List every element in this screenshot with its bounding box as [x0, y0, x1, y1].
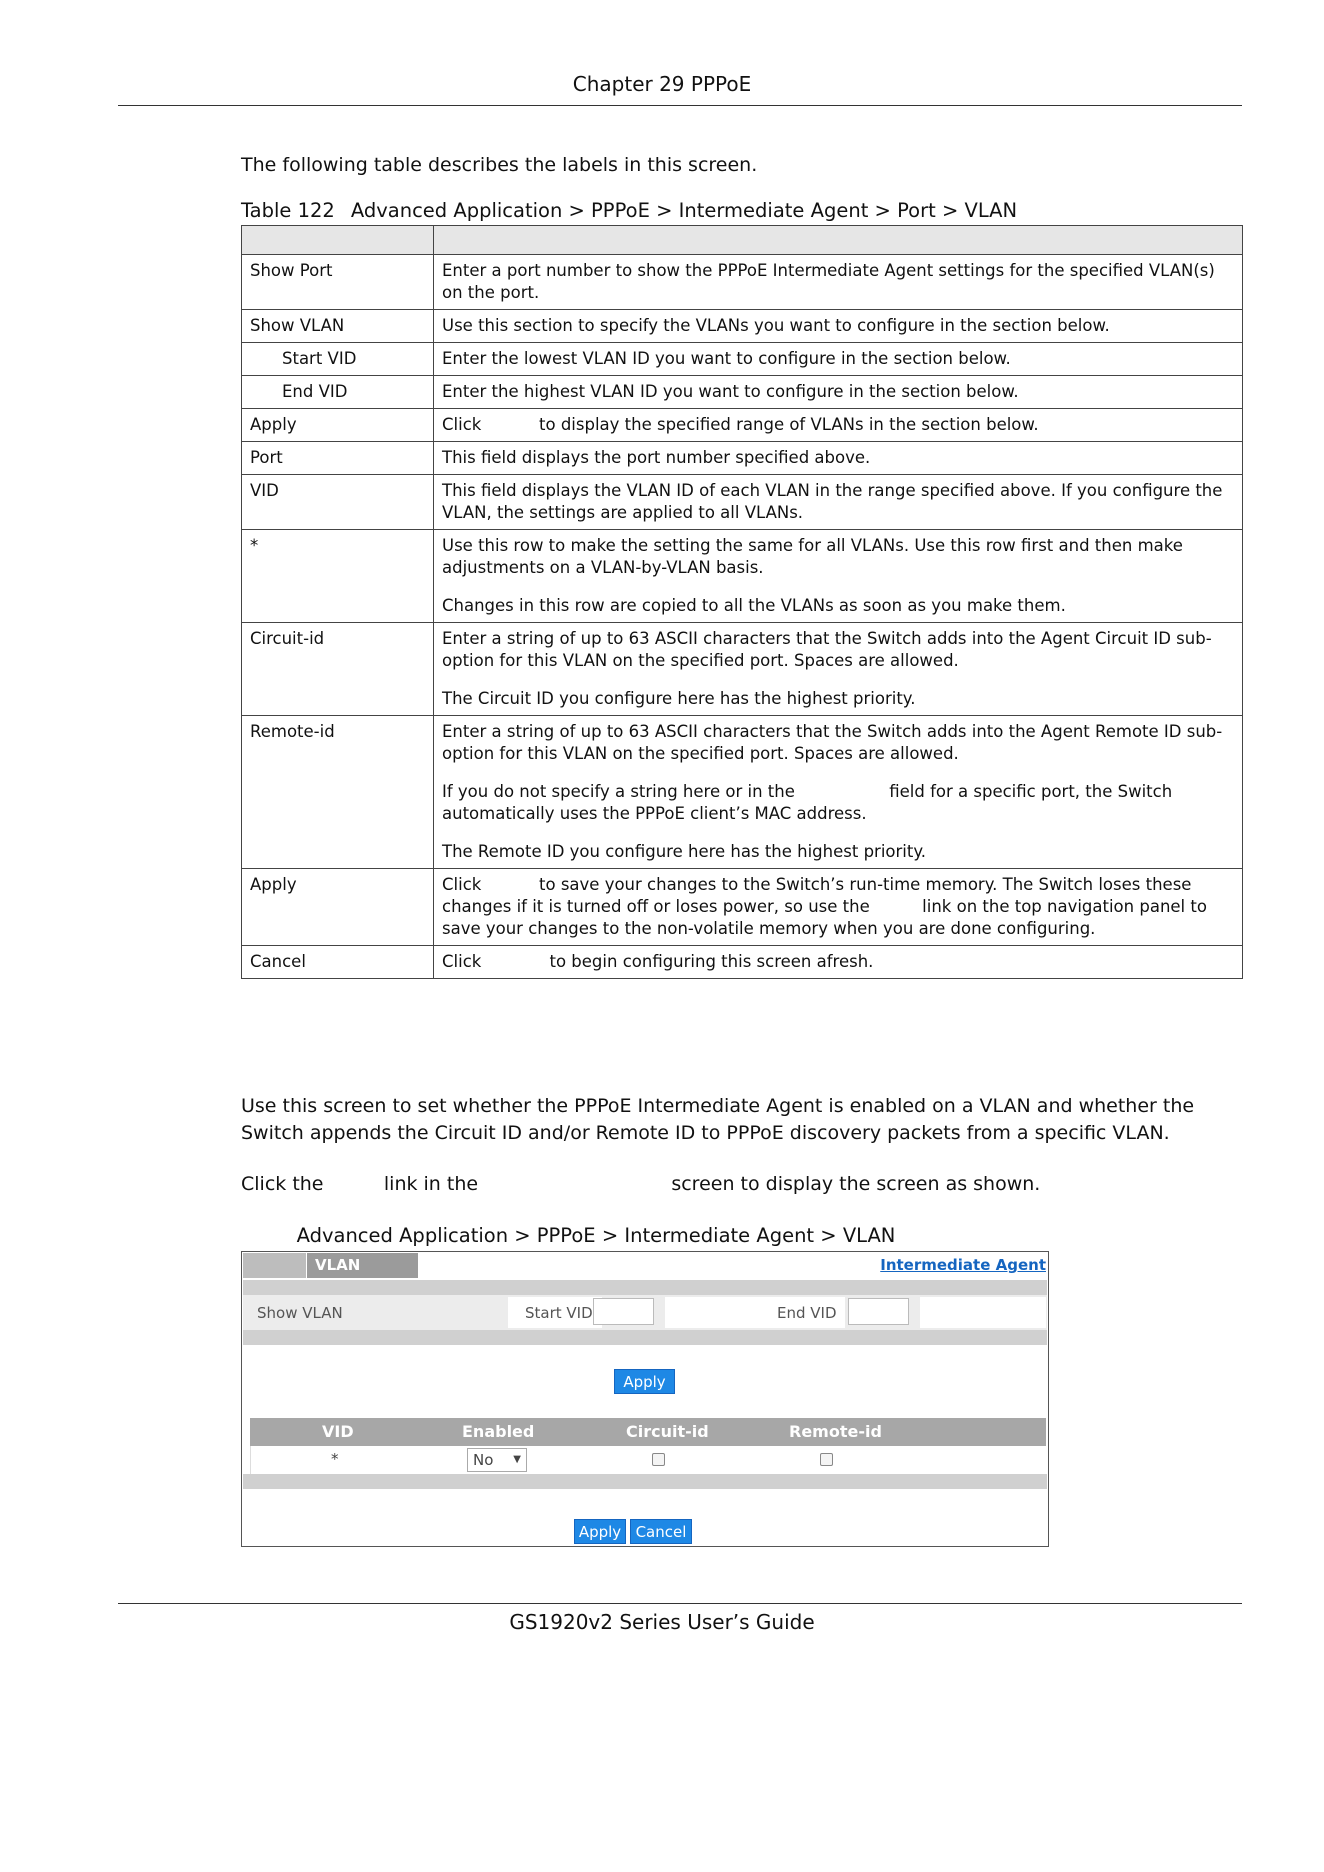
- row-description: [434, 310, 1243, 343]
- end-vid-input[interactable]: [848, 1298, 909, 1325]
- table-row: [242, 530, 1243, 623]
- apply-vlan-range-button[interactable]: Apply: [614, 1369, 675, 1394]
- show-vlan-label: Show VLAN: [257, 1304, 343, 1322]
- figure-caption: Advanced Application > PPPoE > Intermediate Agent > VLAN: [296, 1224, 896, 1247]
- page-footer: GS1920v2 Series User’s Guide: [509, 1610, 815, 1634]
- table-row: [242, 442, 1243, 475]
- section-intro-paragraph: Use this screen to set whether the PPPoE Intermediate Agent is enabled on a VLAN and whether the Switch appends the Circuit ID and/or Remote ID to PPPoE discovery packets from a specific VLAN.: [241, 1095, 1195, 1144]
- description-paragraph: This field displays the port number specified above.: [442, 448, 871, 467]
- row-label: Remote-id: [242, 716, 434, 869]
- vlan-all-row: [250, 1446, 1047, 1474]
- table-title: Advanced Application > PPPoE > Intermediate Agent > Port > VLAN: [350, 199, 1018, 222]
- apply-button[interactable]: Apply: [574, 1519, 626, 1544]
- description-paragraph: Click to begin configuring this screen afresh.: [442, 952, 874, 971]
- description-paragraph: The Circuit ID you configure here has the highest priority.: [442, 689, 916, 708]
- row-label: Start VID: [242, 343, 434, 376]
- column-circuit-id: Circuit-id: [626, 1422, 709, 1441]
- table-row: [242, 255, 1243, 310]
- description-paragraph: Enter the highest VLAN ID you want to configure in the section below.: [442, 382, 1019, 401]
- show-vlan-row: [243, 1295, 1047, 1330]
- remote-id-checkbox[interactable]: [820, 1453, 833, 1466]
- table-row: [242, 869, 1243, 946]
- row-label: Circuit-id: [242, 623, 434, 716]
- table-number: Table 122: [241, 199, 335, 222]
- table-header-row: [242, 226, 1243, 255]
- description-paragraph: Click to display the specified range of VLANs in the section below.: [442, 415, 1039, 434]
- description-paragraph: Enter the lowest VLAN ID you want to configure in the section below.: [442, 349, 1011, 368]
- row-label: Show VLAN: [242, 310, 434, 343]
- description-paragraph: This field displays the VLAN ID of each VLAN in the range specified above. If you configure the VLAN, the settings are applied to all VLANs.: [442, 481, 1228, 522]
- vid-all-value: *: [331, 1450, 339, 1468]
- row-description: [434, 623, 1243, 716]
- row-label: Port: [242, 442, 434, 475]
- table-row: [242, 310, 1243, 343]
- description-paragraph: Use this row to make the setting the same for all VLANs. Use this row first and then make adjustments on a VLAN-by-VLAN basis.: [442, 536, 1189, 577]
- column-enabled: Enabled: [462, 1422, 535, 1441]
- enabled-select[interactable]: [467, 1448, 527, 1472]
- header-rule: [118, 105, 1242, 106]
- table-row: [242, 475, 1243, 530]
- end-vid-label: End VID: [777, 1304, 837, 1322]
- page-header: Chapter 29 PPPoE: [572, 72, 752, 96]
- tab-spacer: [243, 1253, 306, 1278]
- chevron-down-icon: ▼: [513, 1454, 521, 1465]
- intro-text: The following table describes the labels in this screen.: [241, 154, 758, 176]
- row-label: Apply: [242, 409, 434, 442]
- start-vid-label: Start VID: [525, 1304, 593, 1322]
- row-description: [434, 409, 1243, 442]
- intermediate-agent-link[interactable]: Intermediate Agent: [880, 1256, 1046, 1274]
- tab-bar: [243, 1253, 1048, 1280]
- description-paragraph: Changes in this row are copied to all the VLANs as soon as you make them.: [442, 596, 1066, 615]
- column-remote-id: Remote-id: [789, 1422, 882, 1441]
- row-label: End VID: [242, 376, 434, 409]
- row-label: Show Port: [242, 255, 434, 310]
- row-label: Apply: [242, 869, 434, 946]
- label-description-table: [241, 225, 1243, 979]
- description-paragraph: Enter a port number to show the PPPoE Intermediate Agent settings for the specified VLAN(s) on the port.: [442, 261, 1221, 302]
- tab-vlan[interactable]: VLAN: [307, 1253, 418, 1278]
- row-description: [434, 255, 1243, 310]
- row-description: [434, 343, 1243, 376]
- table-row: [242, 946, 1243, 979]
- start-vid-input[interactable]: [593, 1298, 654, 1325]
- empty-cell: [920, 1297, 1046, 1328]
- row-description: [434, 716, 1243, 869]
- column-vid: VID: [322, 1422, 354, 1441]
- header-cell-label: [242, 226, 434, 255]
- table-caption: [241, 199, 1017, 222]
- description-paragraph: Enter a string of up to 63 ASCII characters that the Switch adds into the Agent Circuit ID sub-option for this VLAN on the specified port. Spaces are allowed.: [442, 629, 1212, 670]
- row-description: [434, 530, 1243, 623]
- navigation-instruction: Click the link in the screen to display the screen as shown.: [241, 1173, 1041, 1195]
- table-row: [242, 343, 1243, 376]
- row-label: VID: [242, 475, 434, 530]
- table-row: [242, 623, 1243, 716]
- divider-strip: [243, 1474, 1047, 1489]
- description-paragraph: If you do not specify a string here or in the field for a specific port, the Switch automatically uses the PPPoE client’s MAC address.: [442, 782, 1178, 823]
- row-description: [434, 869, 1243, 946]
- circuit-id-checkbox[interactable]: [652, 1453, 665, 1466]
- enabled-value: No: [473, 1451, 494, 1469]
- vlan-settings-panel: [241, 1251, 1049, 1547]
- footer-rule: [118, 1603, 1242, 1604]
- row-description: [434, 442, 1243, 475]
- description-paragraph: Use this section to specify the VLANs you want to configure in the section below.: [442, 316, 1110, 335]
- row-label: *: [242, 530, 434, 623]
- cancel-button[interactable]: Cancel: [630, 1519, 692, 1544]
- row-description: [434, 946, 1243, 979]
- row-label: Cancel: [242, 946, 434, 979]
- description-paragraph: Click to save your changes to the Switch’s run-time memory. The Switch loses these changes if it is turned off or loses power, so use the link on the top navigation panel to save your changes to the non-volatile memory when you are done configuring.: [442, 875, 1213, 938]
- row-description: [434, 475, 1243, 530]
- divider-strip: [243, 1280, 1047, 1295]
- table-row: [242, 409, 1243, 442]
- divider-strip: [243, 1330, 1047, 1345]
- header-cell-description: [434, 226, 1243, 255]
- description-paragraph: Enter a string of up to 63 ASCII characters that the Switch adds into the Agent Remote ID sub-option for this VLAN on the specified port. Spaces are allowed.: [442, 722, 1223, 763]
- vlan-table-header: [250, 1418, 1046, 1446]
- table-row: [242, 716, 1243, 869]
- row-description: [434, 376, 1243, 409]
- description-paragraph: The Remote ID you configure here has the highest priority.: [442, 842, 927, 861]
- table-row: [242, 376, 1243, 409]
